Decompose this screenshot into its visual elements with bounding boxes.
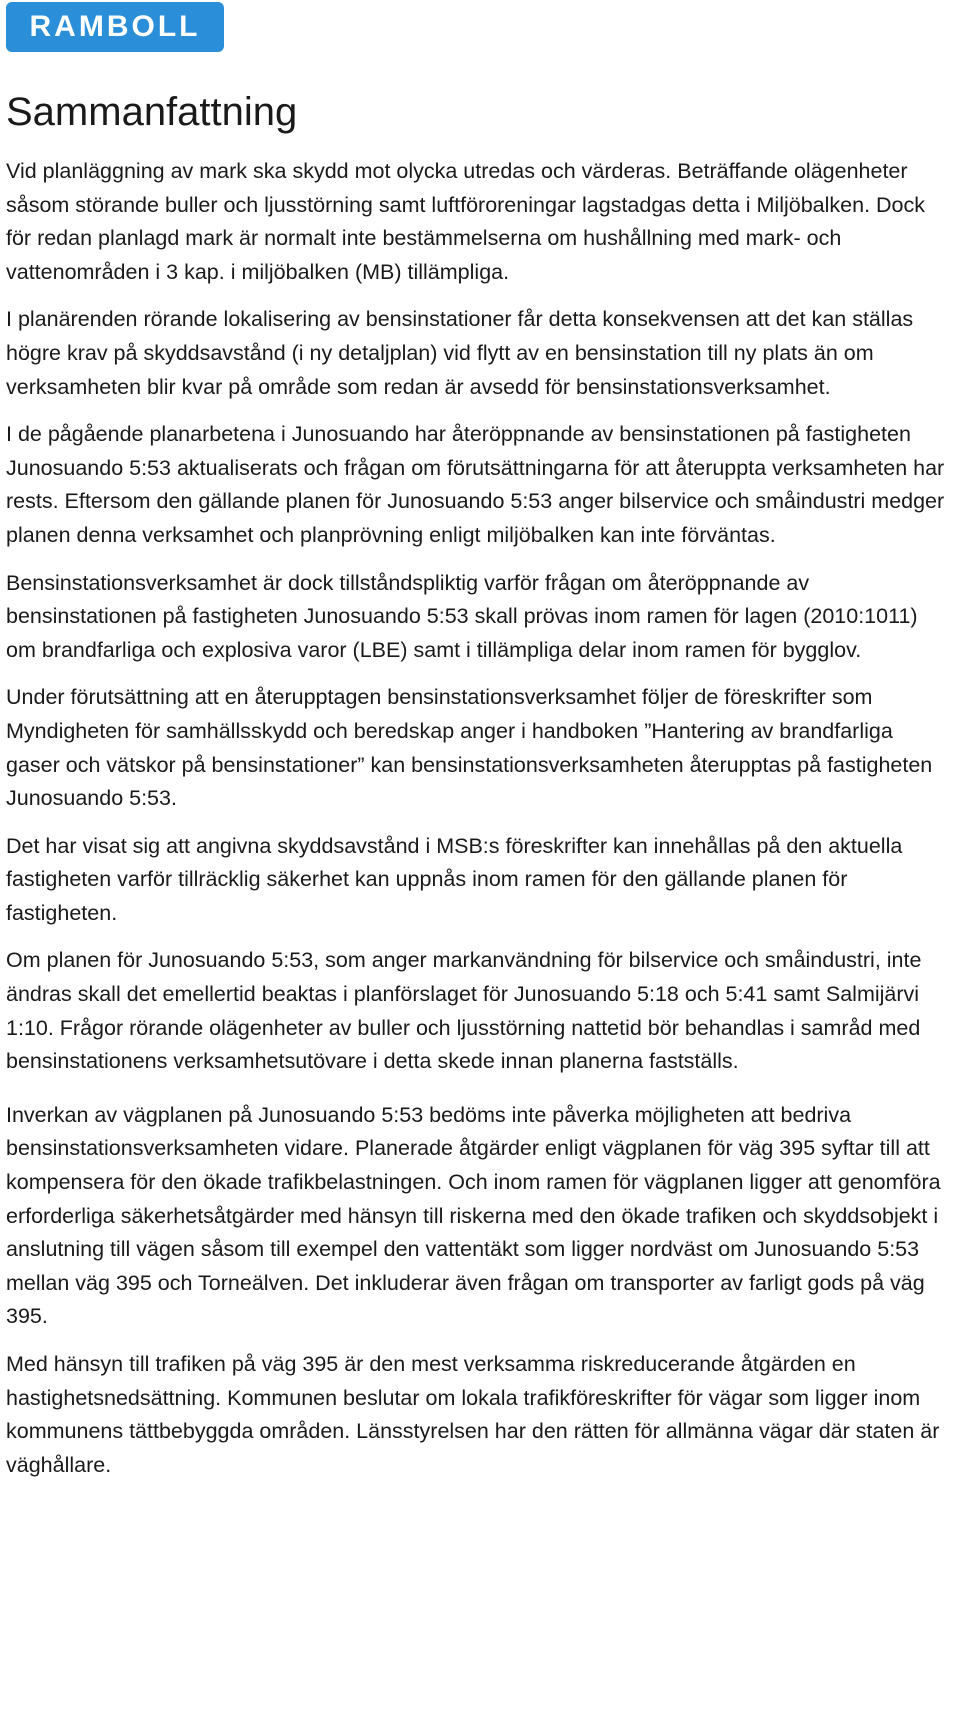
paragraph-6: Det har visat sig att angivna skyddsavstånd i MSB:s föreskrifter kan innehållas på den aktuella fastigheten varför tillräcklig säkerhet kan uppnås inom ramen för den gällande planen för fastigheten. [6, 833, 903, 925]
page-title: Sammanfattning [6, 90, 298, 134]
paragraph-3: I de pågående planarbetena i Junosuando har återöppnande av bensinstationen på fastigheten Junosuando 5:53 aktualiserats och frågan om förutsättningarna för att återuppta verksamheten har rests. Eftersom den gällande planen för Junosuando 5:53 anger bilservice och småindustri medger planen denna verksamhet och planprövning enligt miljöbalken kan inte förväntas. [6, 422, 945, 547]
paragraph-5: Under förutsättning att en återupptagen bensinstationsverksamhet följer de föreskrifter som Myndigheten för samhällsskydd och beredskap anger i handboken ”Hantering av brandfarliga gaser och vätskor på bensinstationer” kan bensinstationsverksamheten återupptas på fastigheten Junosuando 5:53. [6, 685, 933, 811]
paragraph-9: Med hänsyn till trafiken på väg 395 är den mest verksamma riskreducerande åtgärden en hastighetsnedsättning. Kommunen beslutar om lokala trafikföreskrifter för vägar som ligger inom kommunens tättbebyggda områden. Länsstyrelsen har den rätten för allmänna vägar där staten är väghållare. [6, 1352, 940, 1477]
paragraph-4: Bensinstationsverksamhet är dock tillståndspliktig varför frågan om återöppnande av bensinstationen på fastigheten Junosuando 5:53 skall prövas inom ramen för lagen (2010:1011) om brandfarliga och explosiva varor (LBE) samt i tillämpliga delar inom ramen för bygglov. [6, 570, 918, 662]
paragraph-2: I planärenden rörande lokalisering av bensinstationer får detta konsekvensen att det kan ställas högre krav på skyddsavstånd (i ny detaljplan) vid flytt av en bensinstation till ny plats än om verksamheten blir kvar på område som redan är avsedd för bensinstationsverksamhet. [6, 307, 914, 399]
paragraph-7: Om planen för Junosuando 5:53, som anger markanvändning för bilservice och småindustri, inte ändras skall det emellertid beaktas i planförslaget för Junosuando 5:18 och 5:41 samt Salmijärvi 1:10. Frågor rörande olägenheter av buller och ljusstörning nattetid bör behandlas i samråd med bensinstationens verksamhetsutövare i detta skede innan planerna fastställs. [6, 948, 922, 1074]
ramboll-logo: RAMBOLL [6, 2, 224, 52]
paragraph-8: Inverkan av vägplanen på Junosuando 5:53 bedöms inte påverka möjligheten att bedriva bensinstationsverksamheten vidare. Planerade åtgärder enligt vägplanen för väg 395 syftar till att kompensera för den ökade trafikbelastningen. Och inom ramen för vägplanen ligger att genomföra erforderliga säkerhetsåtgärder med hänsyn till riskerna med den ökade trafiken och skyddsobjekt i anslutning till vägen såsom till exempel den vattentäkt som ligger nordväst om Junosuando 5:53 mellan väg 395 och Torneälven. Det inkluderar även frågan om transporter av farligt gods på väg 395. [6, 1102, 941, 1329]
document-body [6, 155, 950, 1496]
paragraph-1: Vid planläggning av mark ska skydd mot olycka utredas och värderas. Beträffande olägenheter såsom störande buller och ljusstörning samt luftföroreningar lagstadgas detta i Miljöbalken. Dock för redan planlagd mark är normalt inte bestämmelserna om hushållning med mark- och vattenområden i 3 kap. i miljöbalken (MB) tillämpliga. [6, 159, 925, 284]
